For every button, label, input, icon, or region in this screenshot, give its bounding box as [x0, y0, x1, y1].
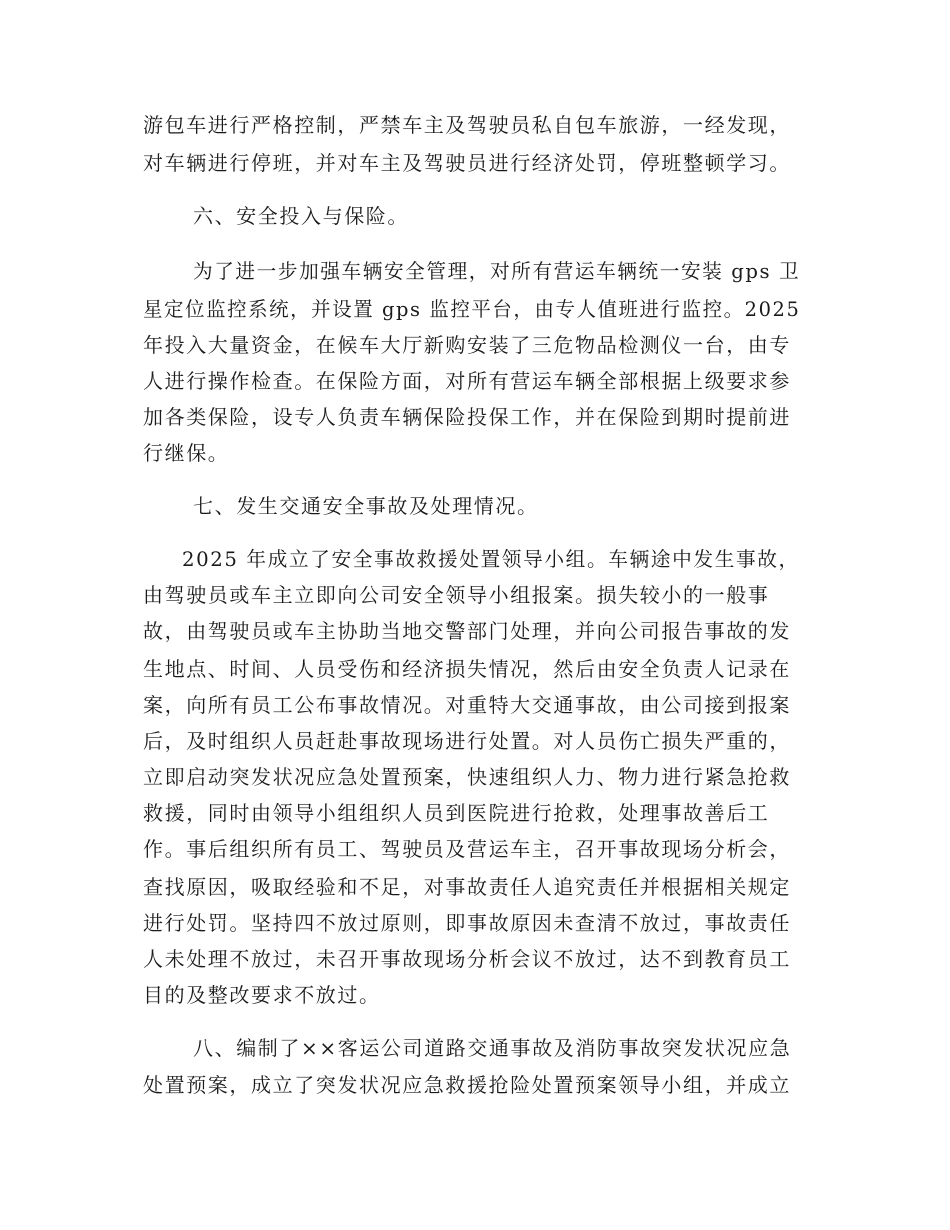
- body-line: 生地点、时间、人员受伤和经济损失情况，然后由安全负责人记录在: [143, 657, 791, 681]
- body-line: 为了进一步加强车辆安全管理，对所有营运车辆统一安装 gps 卫: [193, 259, 801, 283]
- section-heading: 八、编制了××客运公司道路交通事故及消防事故突发状况应急: [193, 1036, 792, 1060]
- body-line: 故，由驾驶员或车主协助当地交警部门处理，并向公司报告事故的发: [143, 619, 791, 643]
- body-line: 游包车进行严格控制，严禁车主及驾驶员私自包车旅游，一经发现，: [143, 113, 791, 137]
- section-heading: 六、安全投入与保险。: [193, 204, 409, 228]
- body-line: 人未处理不放过，未召开事故现场分析会议不放过，达不到教育员工: [143, 947, 791, 971]
- body-line: 立即启动突发状况应急处置预案，快速组织人力、物力进行紧急抢救: [143, 765, 791, 789]
- body-line: 处置预案，成立了突发状况应急救援抢险处置预案领导小组，并成立: [143, 1073, 791, 1097]
- body-line: 年投入大量资金，在候车大厅新购安装了三危物品检测仪一台，由专: [143, 333, 791, 357]
- body-line: 作。事后组织所有员工、驾驶员及营运车主，召开事故现场分析会，: [143, 837, 791, 861]
- body-line: 后，及时组织人员赶赴事故现场进行处置。对人员伤亡损失严重的，: [143, 729, 791, 753]
- body-line: 行继保。: [143, 441, 230, 465]
- body-line: 查找原因，吸取经验和不足，对事故责任人追究责任并根据相关规定: [143, 875, 791, 899]
- body-line: 案，向所有员工公布事故情况。对重特大交通事故，由公司接到报案: [143, 693, 791, 717]
- body-line: 2025 年成立了安全事故救援处置领导小组。车辆途中发生事故，: [182, 547, 800, 571]
- body-line: 人进行操作检查。在保险方面，对所有营运车辆全部根据上级要求参: [143, 369, 791, 393]
- section-heading: 七、发生交通安全事故及处理情况。: [193, 494, 539, 518]
- body-line: 加各类保险，设专人负责车辆保险投保工作，并在保险到期时提前进: [143, 405, 791, 429]
- body-line: 由驾驶员或车主立即向公司安全领导小组报案。损失较小的一般事: [143, 583, 770, 607]
- body-line: 目的及整改要求不放过。: [143, 983, 381, 1007]
- body-line: 救援，同时由领导小组组织人员到医院进行抢救，处理事故善后工: [143, 801, 770, 825]
- body-line: 进行处罚。坚持四不放过原则，即事故原因未查清不放过，事故责任: [143, 911, 791, 935]
- body-line: 星定位监控系统，并设置 gps 监控平台，由专人值班进行监控。2025: [143, 297, 801, 321]
- body-line: 对车辆进行停班，并对车主及驾驶员进行经济处罚，停班整顿学习。: [143, 151, 791, 175]
